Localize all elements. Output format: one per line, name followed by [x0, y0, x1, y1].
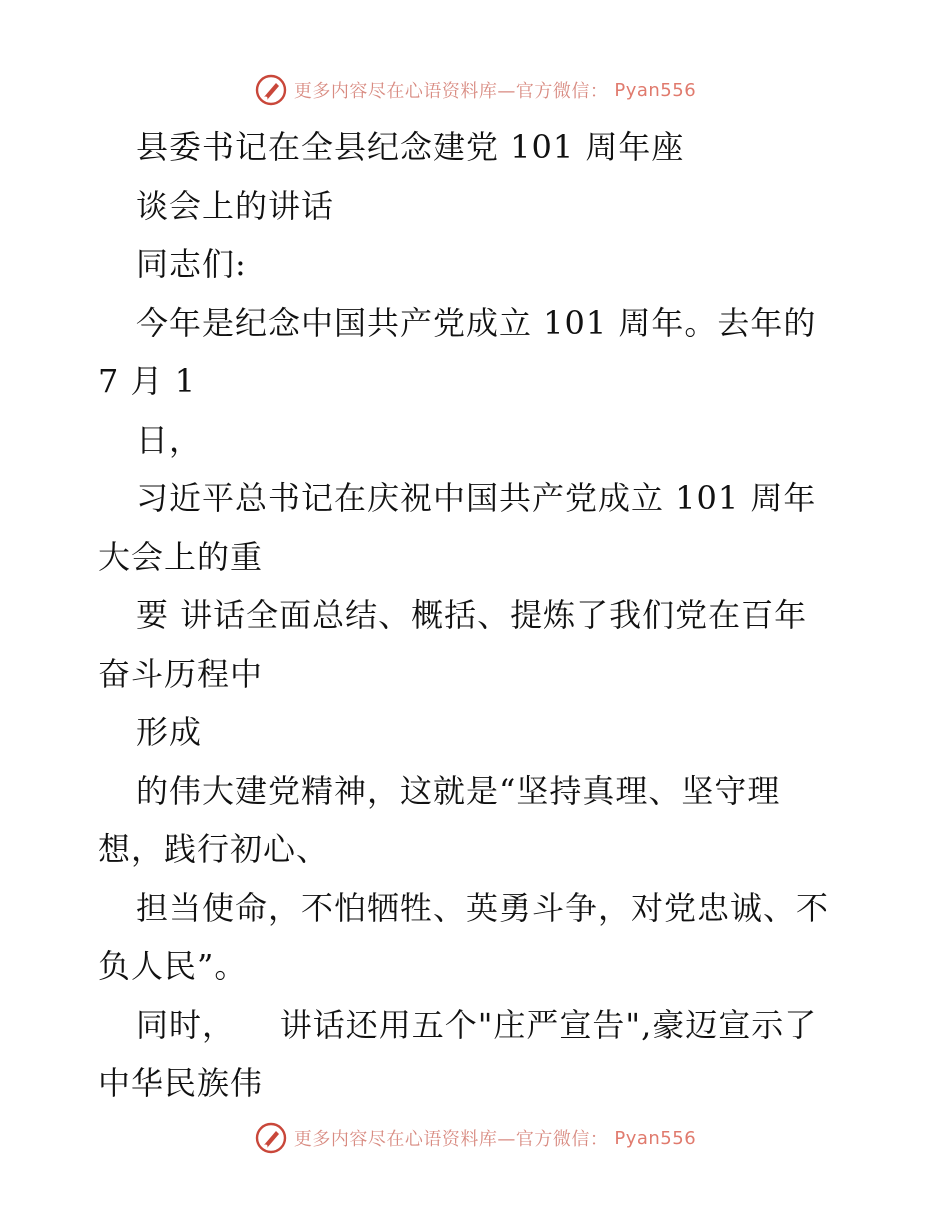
- text-line: 习近平总书记在庆祝中国共产党成立 101 周年: [136, 479, 817, 517]
- text-line: 同志们:: [136, 245, 247, 283]
- text-line: 大会上的重: [98, 537, 264, 576]
- text-line: 的伟大建党精神，这就是“坚持真理、坚守理: [136, 771, 781, 810]
- watermark-header: [0, 70, 950, 110]
- text-line: 县委书记在全县纪念建党 101 周年座: [136, 128, 685, 166]
- document-body: [98, 118, 858, 1113]
- watermark-wechat-id: Pyan556: [614, 79, 697, 101]
- text-line: 担当使命，不怕牺牲、英勇斗争，对党忠诚、不: [136, 888, 830, 927]
- pen-circle-icon: [254, 73, 288, 107]
- watermark-footer: [0, 1118, 950, 1158]
- text-line: 今年是纪念中国共产党成立 101 周年。去年的: [136, 303, 817, 342]
- text-line: 想，践行初心、: [98, 830, 330, 868]
- watermark-text: 更多内容尽在心语资料库—官方微信：: [293, 81, 609, 102]
- text-line: 同时， 讲话还用五个"庄严宣告",豪迈宣示了: [136, 1005, 818, 1044]
- text-line: 奋斗历程中: [98, 654, 264, 693]
- text-line: 要 讲话全面总结、概括、提炼了我们党在百年: [136, 596, 808, 634]
- text-line: 日，: [136, 420, 203, 459]
- text-line: 形成: [136, 713, 203, 751]
- pen-circle-icon: [254, 1121, 288, 1155]
- text-line: 负人民”。: [98, 947, 248, 985]
- text-line: 中华民族伟: [98, 1064, 264, 1102]
- watermark-wechat-id: Pyan556: [614, 1127, 697, 1149]
- text-line: 谈会上的讲话: [136, 186, 335, 225]
- watermark-text: 更多内容尽在心语资料库—官方微信：: [293, 1129, 609, 1150]
- text-line: 7 月 1: [98, 362, 197, 400]
